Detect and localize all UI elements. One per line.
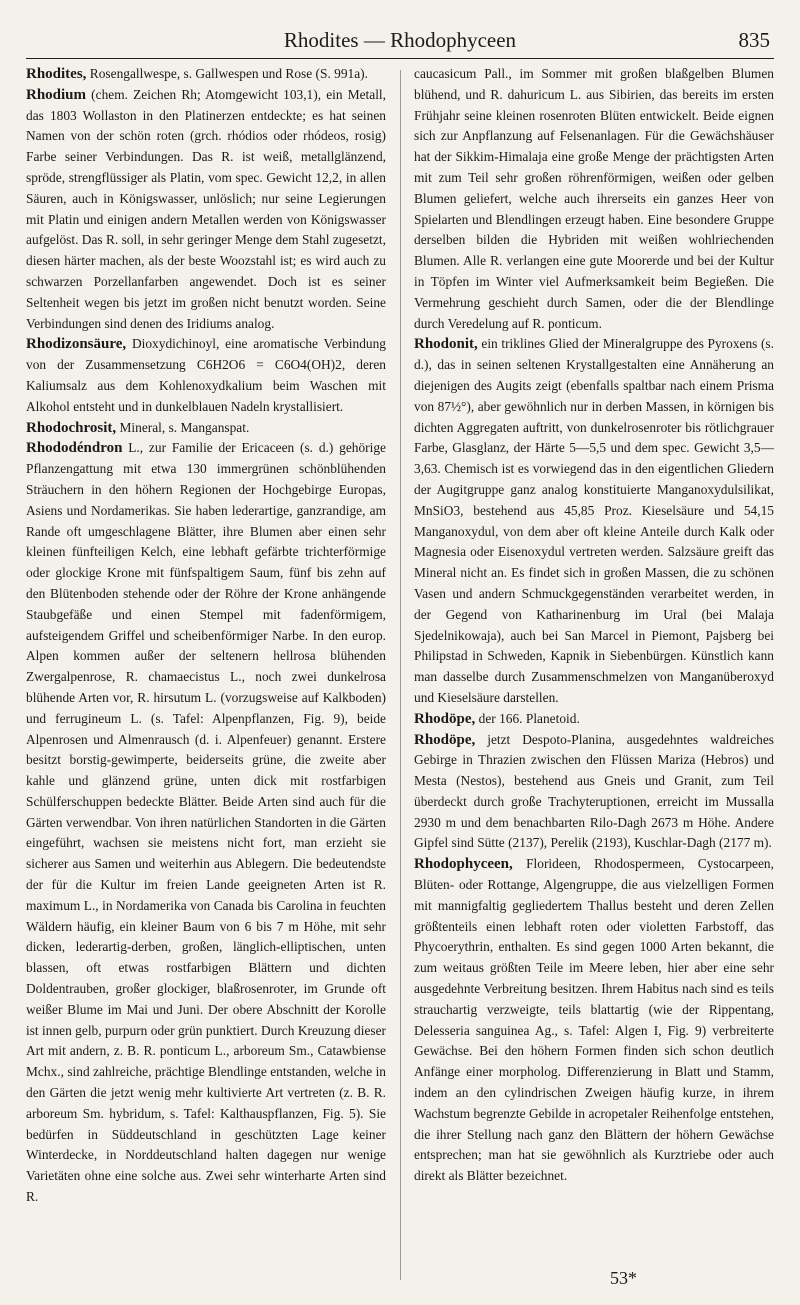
entry-headword: Rhodochrosit, bbox=[26, 419, 117, 436]
entry-text: jetzt Despoto-Planina, ausgedehntes waldreiches Gebirge in Thrazien zwischen den Flüssen Mariza (Hebros) und Mesta (Nestos), bestehend aus Gneis und Granit, zum Teil überdeckt durch große Trachyteruptionen, erreicht im Mussalla 2930 m und dem benachbarten Rilo-Dagh 2673 m Höhe. Andere Gipfel sind Sütte (2137), Perelik (2193), Kuschlar-Dagh (2177 m). bbox=[414, 731, 774, 851]
running-head: Rhodites — Rhodophyceen bbox=[283, 28, 517, 52]
entry-headword: Rhodizonsäure, bbox=[26, 336, 127, 353]
dictionary-entry bbox=[26, 418, 386, 439]
entry-text: Dioxydichinoyl, eine aromatische Verbindung von der Zusammensetzung C6H2O6 = C6O4(OH)2, deren Kaliumsalz aus dem Kohlenoxydkalium beim Waschen mit Alkohol entsteht und in dunkelblauen Nadeln krystallisiert. bbox=[26, 336, 386, 414]
entry-text: L., zur Familie der Ericaceen (s. d.) gehörige Pflanzengattung mit etwa 130 immergrünen schönblühenden Sträuchern in den höhern Regionen der Hochgebirge Europas, Asiens und Nordamerikas. Sie haben lederartige, ganzrandige, am Rande oft umgeschlagene Blätter, ihre Blumen aber einen sehr kleinen fünfteiligen Kelch, eine lebhaft gefärbte trichterförmige oder glockige Krone mit fünfspaltigem Saum, fünf bis zehn auf den Blütenboden stehende oder der Röhre der Krone anhängende Staubgefäße und einen Stempel mit fadenförmigem, aufsteigendem Griffel und scheibenförmiger Narbe. In den europ. Alpen kommen außer der seltenern hellrosa blühenden Zwergalpenrose, R. chamaecistus L., noch zwei dunkelrosa blühende Arten vor, R. hirsutum L. (vorzugsweise auf Kalkboden) und ferrugineum L. (s. Tafel: Alpenpflanzen, Fig. 9), beide Alpenrosen und Almenrausch (d. i. Alpenfeuer) genannt. Erstere besitzt borstig-gewimperte, beiderseits grüne, die zweite aber kahle und glänzend grüne, unten dick mit rostfarbigen Schülferschuppen bedeckte Blätter. Beide Arten sind auch für die Gärten verwendbar. Von ihren natürlichen Standorten in die Gärten eingeführt, wachsen sie meistens nicht fort, man erzieht sie sicherer aus Samen und weiterhin aus Ablegern. Die bedeutendste der für die Kultur im freien Lande geeigneten Arten ist R. maximum L., in Nordamerika von Canada bis Carolina in feuchten Wäldern häufig, ein kleiner Baum von 6 bis 7 m Höhe, mit sehr dicken, lederartig-derben, großen, länglich-elliptischen, unten blassen, oft etwas rostfarbigen Blättern und dichten Doldentrauben, großer glockiger, blaßrosenroter, im Grunde oft weißer Blume im Mai und Juni. Der obere Abschnitt der Korolle ist innen gelb, purpurn oder grün punktiert. Durch Kreuzung dieser Art mit andern, z. B. R. ponticum L., arboreum Sm., Catawbiense Mchx., sind zahlreiche, prächtige Blendlinge entstanden, welche in den Gärten die jetzt wenig mehr kultivierte Art vertreten (z. B. R. arboreum Sm. hybridum, s. Tafel: Kalthauspflanzen, Fig. 5). Sie bedürfen in Süddeutschland in geschützten Lage keiner Winterdecke, in Norddeutschland halten dagegen nur wenige Varietäten ohne eine solche aus. Zwei sehr winterharte Arten sind R. bbox=[26, 440, 386, 1205]
dictionary-entry bbox=[26, 85, 386, 335]
entry-headword: Rhododéndron bbox=[26, 440, 123, 457]
dictionary-entry bbox=[414, 730, 774, 855]
entry-text: Rosengallwespe, s. Gallwespen und Rose (S. 991a). bbox=[89, 66, 368, 81]
column-divider bbox=[400, 70, 401, 1280]
page-header bbox=[30, 26, 770, 56]
entry-text: caucasicum Pall., im Sommer mit großen blaßgelben Blumen blühend, und R. dahuricum L. aus Sibirien, das bereits im ersten Frühjahr seine kleinen rosenroten Blüten entwickelt. Beide eignen sich zur Anpflanzung auf Felsenanlagen. Für die Gewächshäuser hat der Sikkim-Himalaja eine große Menge der prächtigsten Arten mit zum Teil sehr großen röhrenförmigen, weißen oder gelben Blumen geliefert, welche auch ihrerseits ein ganzes Heer von Spielarten und Blendlingen erzeugt haben. Eine besondere Gruppe derselben bilden die Hybriden mit weißen wohlriechenden Blumen. Alle R. verlangen eine gute Moorerde und bei der Kultur in Töpfen im Winter viel Aufmerksamkeit beim Begießen. Die Vermehrung geschieht durch Samen, oder die der Blendlinge durch Veredelung auf R. ponticum. bbox=[414, 66, 774, 331]
entry-headword: Rhodophyceen, bbox=[414, 856, 513, 873]
entry-text: (chem. Zeichen Rh; Atomgewicht 103,1), ein Metall, das 1803 Wollaston in den Platinerzen entdeckte; es hat seinen Namen von der schön roten (grch. rhódios oder rhódeos, rosig) Farbe seiner Verbindungen. Das R. ist weiß, metallglänzend, spröde, strengflüssiger als Platin, vom spec. Gewicht 12,2, in allen Säuren, auch in Königswasser, unlöslich; nur seine Legierungen mit Platin und einigen andern Metallen werden von Königswasser aufgelöst. Das R. soll, in sehr geringer Menge dem Stahl zugesetzt, diesen härter machen, als der beste Woozstahl ist; es wird auch zu schwarzen Porzellanfarben angewendet. Doch ist es seiner Seltenheit wegen bis jetzt im großen nicht benutzt worden. Seine Verbindungen sind denen des Iridiums analog. bbox=[26, 86, 386, 331]
left-column bbox=[26, 64, 386, 1208]
dictionary-entry bbox=[26, 64, 386, 85]
entry-headword: Rhodium bbox=[26, 86, 87, 103]
dictionary-entry bbox=[414, 64, 774, 334]
right-column bbox=[414, 64, 774, 1187]
entry-text: Mineral, s. Manganspat. bbox=[119, 419, 250, 435]
entry-text: Florideen, Rhodospermeen, Cystocarpeen, Blüten- oder Rottange, Algengruppe, die aus vielzelligen Formen mit mannigfaltig gegliedertem Thallus besteht und deren Zellen größtenteils einen lebhaft roten oder violetten Farbstoff, das Phycoerythrin, enthalten. Es sind gegen 1000 Arten bekannt, die zum weitaus größten Teile im Meere leben, hier aber eine sehr ausgedehnte Verbreitung besitzen. Ihrem Habitus nach sind es teils strauchartig verzweigte, teils blattartig (wie der Rippentang, Delesseria sanguinea Ag., s. Tafel: Algen I, Fig. 9) verbreiterte Gewächse. Bei den höhern Formen finden sich schon deutlich Anfänge einer morpholog. Differenzierung in Blatt und Stamm, indem an den cylindrischen Zweigen häufig kurze, in ihrem Wachstum begrenzte Gebilde in acropetaler Reihenfolge entstehen, die ihrer Stellung nach ganz den Blättern der höhern Gewächse entsprechen; man hat sie gewöhnlich als Kurztriebe oder auch direkt als Blätter bezeichnet. bbox=[414, 856, 774, 1184]
signature-mark: 53* bbox=[610, 1268, 637, 1288]
dictionary-entry bbox=[414, 854, 774, 1187]
entry-headword: Rhodites, bbox=[26, 66, 87, 82]
dictionary-entry bbox=[26, 334, 386, 417]
dictionary-entry bbox=[414, 334, 774, 708]
dictionary-entry bbox=[26, 438, 386, 1207]
entry-text: ein triklines Glied der Mineralgruppe des Pyroxens (s. d.), das in seinen seltenen Krystallgestalten eine Annäherung an diejenigen des Augits zeigt (ebenfalls spaltbar nach einem Prisma von 87½°), aber gewöhnlich nur in derben Massen, in körnigen bis dichten Aggregaten auftritt, von dunkelrosenroter bis rötlichgrauer Farbe, Glasglanz, der Härte 5—5,5 und dem spec. Gewicht 3,5—3,63. Chemisch ist es vorwiegend das in den eigentlichen Gliedern der Augitgruppe ganz analog konstituierte Manganoxydulsilikat, MnSiO3, bestehend aus 45,85 Proz. Kieselsäure und 54,15 Manganoxydul, von dem aber oft kleine Anteile durch Kalk oder Magnesia oder Eisenoxydul vertreten werden. Salzsäure greift das Mineral nicht an. Es findet sich in großen Massen, die zu schönen Vasen und andern Schmuckgegenständen verarbeitet werden, in der Gegend von Katharinenburg im Ural (bei Malaja Sjedelnikowaja), auch bei San Marcel in Piemont, Pajsberg bei Philipstad in Schweden, Kapnik in Siebenbürgen. Künstlich kann man dasselbe durch Zusammenschmelzen von Manganüberoxyd und Kieselsäure darstellen. bbox=[414, 336, 774, 705]
page-number: 835 bbox=[738, 28, 770, 52]
entry-text: der 166. Planetoid. bbox=[478, 710, 580, 726]
header-rule bbox=[26, 58, 774, 59]
entry-headword: Rhodöpe, bbox=[414, 731, 476, 748]
dictionary-entry bbox=[414, 709, 774, 730]
entry-headword: Rhodöpe, bbox=[414, 710, 476, 727]
entry-headword: Rhodonit, bbox=[414, 336, 478, 353]
